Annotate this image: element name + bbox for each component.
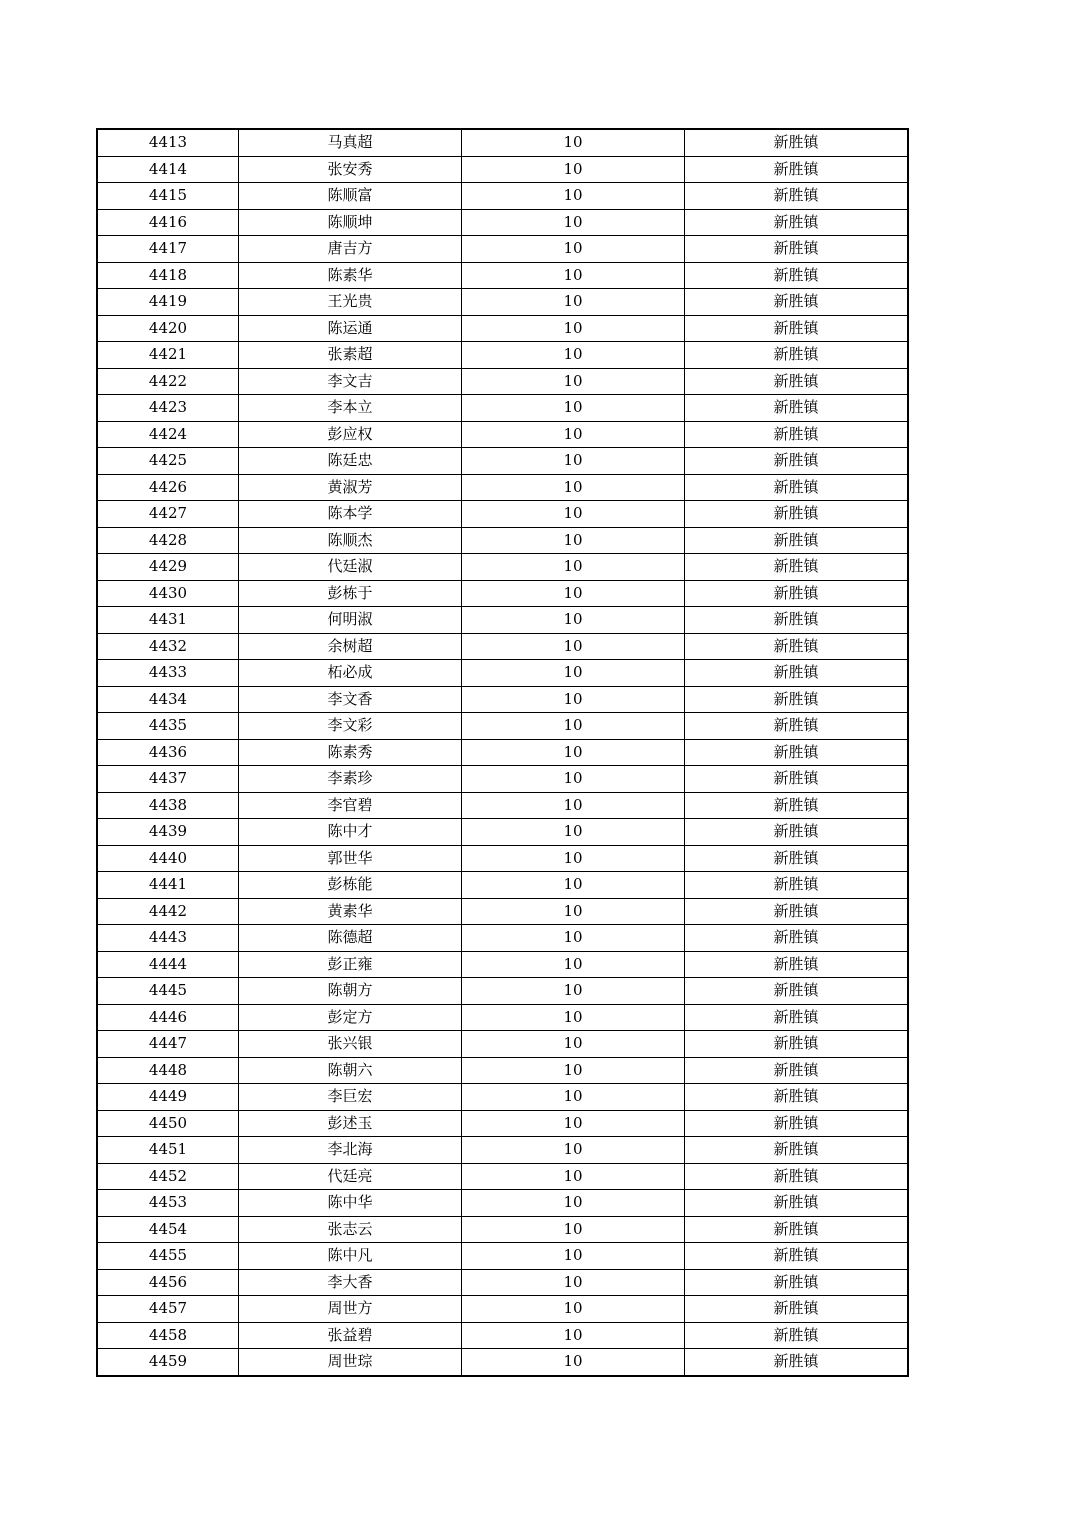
cell-town: 新胜镇 bbox=[685, 1243, 909, 1270]
cell-amount: 10 bbox=[462, 315, 685, 342]
cell-town: 新胜镇 bbox=[685, 421, 909, 448]
cell-name: 彭正雍 bbox=[239, 951, 462, 978]
cell-id: 4439 bbox=[97, 819, 239, 846]
cell-amount: 10 bbox=[462, 978, 685, 1005]
cell-town: 新胜镇 bbox=[685, 739, 909, 766]
cell-name: 郭世华 bbox=[239, 845, 462, 872]
cell-town: 新胜镇 bbox=[685, 448, 909, 475]
cell-name: 唐吉方 bbox=[239, 236, 462, 263]
cell-town: 新胜镇 bbox=[685, 554, 909, 581]
cell-name: 王光贵 bbox=[239, 289, 462, 316]
cell-amount: 10 bbox=[462, 925, 685, 952]
table-row bbox=[97, 315, 908, 342]
cell-name: 陈中华 bbox=[239, 1190, 462, 1217]
table-row bbox=[97, 580, 908, 607]
cell-town: 新胜镇 bbox=[685, 898, 909, 925]
cell-amount: 10 bbox=[462, 262, 685, 289]
cell-amount: 10 bbox=[462, 368, 685, 395]
cell-amount: 10 bbox=[462, 342, 685, 369]
table-row bbox=[97, 951, 908, 978]
cell-town: 新胜镇 bbox=[685, 633, 909, 660]
table-row bbox=[97, 1269, 908, 1296]
cell-name: 李大香 bbox=[239, 1269, 462, 1296]
cell-name: 陈朝方 bbox=[239, 978, 462, 1005]
cell-town: 新胜镇 bbox=[685, 1349, 909, 1376]
cell-id: 4430 bbox=[97, 580, 239, 607]
table-row bbox=[97, 1243, 908, 1270]
cell-town: 新胜镇 bbox=[685, 315, 909, 342]
cell-id: 4452 bbox=[97, 1163, 239, 1190]
cell-amount: 10 bbox=[462, 129, 685, 156]
cell-name: 张素超 bbox=[239, 342, 462, 369]
cell-town: 新胜镇 bbox=[685, 925, 909, 952]
table-row bbox=[97, 209, 908, 236]
cell-town: 新胜镇 bbox=[685, 1031, 909, 1058]
cell-name: 张益碧 bbox=[239, 1322, 462, 1349]
cell-id: 4451 bbox=[97, 1137, 239, 1164]
cell-name: 李文香 bbox=[239, 686, 462, 713]
cell-name: 彭述玉 bbox=[239, 1110, 462, 1137]
cell-name: 周世琮 bbox=[239, 1349, 462, 1376]
cell-id: 4414 bbox=[97, 156, 239, 183]
cell-town: 新胜镇 bbox=[685, 129, 909, 156]
cell-id: 4450 bbox=[97, 1110, 239, 1137]
cell-name: 张兴银 bbox=[239, 1031, 462, 1058]
cell-amount: 10 bbox=[462, 209, 685, 236]
cell-amount: 10 bbox=[462, 1163, 685, 1190]
cell-id: 4425 bbox=[97, 448, 239, 475]
cell-town: 新胜镇 bbox=[685, 1269, 909, 1296]
cell-name: 陈顺富 bbox=[239, 183, 462, 210]
cell-id: 4449 bbox=[97, 1084, 239, 1111]
cell-id: 4454 bbox=[97, 1216, 239, 1243]
cell-town: 新胜镇 bbox=[685, 1296, 909, 1323]
table-row bbox=[97, 129, 908, 156]
cell-town: 新胜镇 bbox=[685, 1137, 909, 1164]
cell-town: 新胜镇 bbox=[685, 342, 909, 369]
cell-amount: 10 bbox=[462, 554, 685, 581]
cell-name: 李文吉 bbox=[239, 368, 462, 395]
cell-name: 陈德超 bbox=[239, 925, 462, 952]
cell-id: 4416 bbox=[97, 209, 239, 236]
cell-amount: 10 bbox=[462, 580, 685, 607]
cell-town: 新胜镇 bbox=[685, 156, 909, 183]
cell-id: 4447 bbox=[97, 1031, 239, 1058]
table-row bbox=[97, 1190, 908, 1217]
cell-town: 新胜镇 bbox=[685, 819, 909, 846]
cell-amount: 10 bbox=[462, 448, 685, 475]
cell-town: 新胜镇 bbox=[685, 660, 909, 687]
cell-name: 周世方 bbox=[239, 1296, 462, 1323]
table-row bbox=[97, 421, 908, 448]
table-row bbox=[97, 766, 908, 793]
data-table bbox=[96, 128, 909, 1377]
table-row bbox=[97, 792, 908, 819]
cell-id: 4455 bbox=[97, 1243, 239, 1270]
cell-town: 新胜镇 bbox=[685, 845, 909, 872]
cell-name: 代廷淑 bbox=[239, 554, 462, 581]
cell-id: 4459 bbox=[97, 1349, 239, 1376]
cell-name: 陈本学 bbox=[239, 501, 462, 528]
cell-id: 4429 bbox=[97, 554, 239, 581]
cell-name: 陈中才 bbox=[239, 819, 462, 846]
cell-amount: 10 bbox=[462, 1137, 685, 1164]
cell-amount: 10 bbox=[462, 1322, 685, 1349]
cell-town: 新胜镇 bbox=[685, 474, 909, 501]
table-row bbox=[97, 1216, 908, 1243]
table-row bbox=[97, 474, 908, 501]
cell-id: 4418 bbox=[97, 262, 239, 289]
cell-id: 4431 bbox=[97, 607, 239, 634]
table-row bbox=[97, 1322, 908, 1349]
cell-town: 新胜镇 bbox=[685, 262, 909, 289]
cell-amount: 10 bbox=[462, 1243, 685, 1270]
cell-amount: 10 bbox=[462, 183, 685, 210]
cell-town: 新胜镇 bbox=[685, 1322, 909, 1349]
cell-amount: 10 bbox=[462, 819, 685, 846]
table-row bbox=[97, 1163, 908, 1190]
cell-amount: 10 bbox=[462, 951, 685, 978]
cell-amount: 10 bbox=[462, 633, 685, 660]
cell-name: 陈素秀 bbox=[239, 739, 462, 766]
cell-town: 新胜镇 bbox=[685, 236, 909, 263]
table-row bbox=[97, 1084, 908, 1111]
cell-town: 新胜镇 bbox=[685, 1084, 909, 1111]
cell-amount: 10 bbox=[462, 713, 685, 740]
cell-town: 新胜镇 bbox=[685, 1216, 909, 1243]
cell-name: 陈中凡 bbox=[239, 1243, 462, 1270]
table-row bbox=[97, 501, 908, 528]
table-row bbox=[97, 845, 908, 872]
cell-town: 新胜镇 bbox=[685, 766, 909, 793]
table-row bbox=[97, 183, 908, 210]
cell-amount: 10 bbox=[462, 289, 685, 316]
table-row bbox=[97, 925, 908, 952]
table-row bbox=[97, 156, 908, 183]
cell-town: 新胜镇 bbox=[685, 951, 909, 978]
cell-town: 新胜镇 bbox=[685, 872, 909, 899]
cell-id: 4426 bbox=[97, 474, 239, 501]
cell-amount: 10 bbox=[462, 421, 685, 448]
cell-amount: 10 bbox=[462, 1110, 685, 1137]
table-body bbox=[97, 129, 908, 1376]
cell-amount: 10 bbox=[462, 236, 685, 263]
cell-id: 4448 bbox=[97, 1057, 239, 1084]
table-row bbox=[97, 898, 908, 925]
cell-name: 张志云 bbox=[239, 1216, 462, 1243]
cell-id: 4445 bbox=[97, 978, 239, 1005]
cell-town: 新胜镇 bbox=[685, 209, 909, 236]
cell-town: 新胜镇 bbox=[685, 713, 909, 740]
table-row bbox=[97, 1137, 908, 1164]
cell-name: 黄淑芳 bbox=[239, 474, 462, 501]
table-row bbox=[97, 236, 908, 263]
cell-id: 4421 bbox=[97, 342, 239, 369]
table-row bbox=[97, 713, 908, 740]
cell-amount: 10 bbox=[462, 607, 685, 634]
cell-id: 4458 bbox=[97, 1322, 239, 1349]
table-row bbox=[97, 686, 908, 713]
cell-name: 代廷亮 bbox=[239, 1163, 462, 1190]
cell-id: 4446 bbox=[97, 1004, 239, 1031]
table-row bbox=[97, 978, 908, 1005]
cell-name: 陈朝六 bbox=[239, 1057, 462, 1084]
cell-name: 李素珍 bbox=[239, 766, 462, 793]
cell-id: 4438 bbox=[97, 792, 239, 819]
cell-id: 4432 bbox=[97, 633, 239, 660]
table-row bbox=[97, 342, 908, 369]
table-row bbox=[97, 872, 908, 899]
cell-amount: 10 bbox=[462, 1349, 685, 1376]
cell-town: 新胜镇 bbox=[685, 978, 909, 1005]
cell-amount: 10 bbox=[462, 1269, 685, 1296]
cell-amount: 10 bbox=[462, 898, 685, 925]
cell-amount: 10 bbox=[462, 527, 685, 554]
table-row bbox=[97, 819, 908, 846]
cell-town: 新胜镇 bbox=[685, 289, 909, 316]
cell-name: 李北海 bbox=[239, 1137, 462, 1164]
cell-amount: 10 bbox=[462, 1190, 685, 1217]
cell-amount: 10 bbox=[462, 766, 685, 793]
cell-id: 4437 bbox=[97, 766, 239, 793]
table-row bbox=[97, 1004, 908, 1031]
cell-amount: 10 bbox=[462, 474, 685, 501]
cell-amount: 10 bbox=[462, 156, 685, 183]
table-row bbox=[97, 633, 908, 660]
table-row bbox=[97, 368, 908, 395]
cell-name: 彭应权 bbox=[239, 421, 462, 448]
cell-amount: 10 bbox=[462, 686, 685, 713]
cell-name: 张安秀 bbox=[239, 156, 462, 183]
table-row bbox=[97, 1031, 908, 1058]
cell-town: 新胜镇 bbox=[685, 1004, 909, 1031]
cell-id: 4435 bbox=[97, 713, 239, 740]
table-row bbox=[97, 289, 908, 316]
cell-town: 新胜镇 bbox=[685, 686, 909, 713]
cell-id: 4441 bbox=[97, 872, 239, 899]
cell-name: 黄素华 bbox=[239, 898, 462, 925]
cell-name: 李本立 bbox=[239, 395, 462, 422]
cell-name: 李官碧 bbox=[239, 792, 462, 819]
table-row bbox=[97, 739, 908, 766]
cell-id: 4415 bbox=[97, 183, 239, 210]
cell-amount: 10 bbox=[462, 872, 685, 899]
cell-id: 4419 bbox=[97, 289, 239, 316]
cell-amount: 10 bbox=[462, 792, 685, 819]
table-row bbox=[97, 1110, 908, 1137]
cell-name: 陈廷忠 bbox=[239, 448, 462, 475]
cell-town: 新胜镇 bbox=[685, 792, 909, 819]
cell-amount: 10 bbox=[462, 1216, 685, 1243]
cell-id: 4444 bbox=[97, 951, 239, 978]
cell-amount: 10 bbox=[462, 395, 685, 422]
cell-amount: 10 bbox=[462, 845, 685, 872]
cell-id: 4436 bbox=[97, 739, 239, 766]
table-row bbox=[97, 448, 908, 475]
cell-town: 新胜镇 bbox=[685, 1163, 909, 1190]
cell-name: 彭栋能 bbox=[239, 872, 462, 899]
table-row bbox=[97, 395, 908, 422]
cell-id: 4433 bbox=[97, 660, 239, 687]
cell-id: 4422 bbox=[97, 368, 239, 395]
cell-name: 陈顺坤 bbox=[239, 209, 462, 236]
cell-name: 陈顺杰 bbox=[239, 527, 462, 554]
cell-amount: 10 bbox=[462, 1004, 685, 1031]
table-row bbox=[97, 262, 908, 289]
cell-town: 新胜镇 bbox=[685, 368, 909, 395]
cell-town: 新胜镇 bbox=[685, 607, 909, 634]
cell-town: 新胜镇 bbox=[685, 395, 909, 422]
cell-id: 4440 bbox=[97, 845, 239, 872]
cell-amount: 10 bbox=[462, 1031, 685, 1058]
cell-name: 何明淑 bbox=[239, 607, 462, 634]
table-row bbox=[97, 607, 908, 634]
cell-town: 新胜镇 bbox=[685, 1057, 909, 1084]
cell-id: 4456 bbox=[97, 1269, 239, 1296]
table-row bbox=[97, 660, 908, 687]
cell-town: 新胜镇 bbox=[685, 1110, 909, 1137]
cell-town: 新胜镇 bbox=[685, 501, 909, 528]
cell-id: 4424 bbox=[97, 421, 239, 448]
cell-name: 柘必成 bbox=[239, 660, 462, 687]
cell-id: 4453 bbox=[97, 1190, 239, 1217]
cell-amount: 10 bbox=[462, 660, 685, 687]
table-row bbox=[97, 1057, 908, 1084]
cell-town: 新胜镇 bbox=[685, 1190, 909, 1217]
cell-amount: 10 bbox=[462, 1057, 685, 1084]
cell-id: 4457 bbox=[97, 1296, 239, 1323]
cell-id: 4443 bbox=[97, 925, 239, 952]
cell-name: 余树超 bbox=[239, 633, 462, 660]
cell-name: 马真超 bbox=[239, 129, 462, 156]
cell-name: 陈素华 bbox=[239, 262, 462, 289]
cell-id: 4428 bbox=[97, 527, 239, 554]
cell-name: 彭定方 bbox=[239, 1004, 462, 1031]
cell-town: 新胜镇 bbox=[685, 527, 909, 554]
cell-town: 新胜镇 bbox=[685, 183, 909, 210]
table-row bbox=[97, 1349, 908, 1376]
cell-name: 李文彩 bbox=[239, 713, 462, 740]
cell-amount: 10 bbox=[462, 739, 685, 766]
cell-id: 4413 bbox=[97, 129, 239, 156]
cell-id: 4417 bbox=[97, 236, 239, 263]
cell-id: 4442 bbox=[97, 898, 239, 925]
cell-id: 4423 bbox=[97, 395, 239, 422]
cell-name: 彭栋于 bbox=[239, 580, 462, 607]
cell-amount: 10 bbox=[462, 1084, 685, 1111]
cell-name: 李巨宏 bbox=[239, 1084, 462, 1111]
cell-amount: 10 bbox=[462, 1296, 685, 1323]
cell-name: 陈运通 bbox=[239, 315, 462, 342]
cell-amount: 10 bbox=[462, 501, 685, 528]
cell-id: 4427 bbox=[97, 501, 239, 528]
table-row bbox=[97, 527, 908, 554]
cell-id: 4434 bbox=[97, 686, 239, 713]
table-row bbox=[97, 554, 908, 581]
cell-town: 新胜镇 bbox=[685, 580, 909, 607]
cell-id: 4420 bbox=[97, 315, 239, 342]
table-row bbox=[97, 1296, 908, 1323]
